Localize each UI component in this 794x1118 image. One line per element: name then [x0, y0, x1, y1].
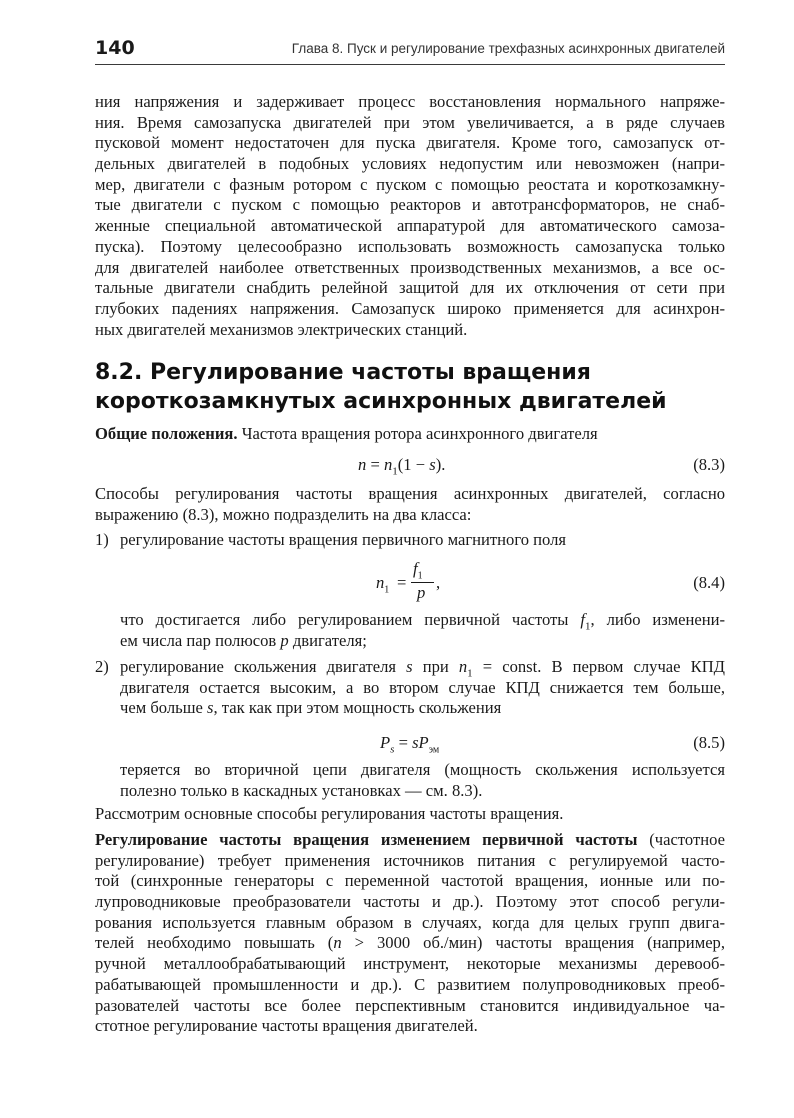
eq-symbol: P	[418, 733, 429, 752]
text-line	[95, 933, 725, 954]
text-line: для двигателей наиболее ответственных производственных механизмов, а все ос-	[95, 257, 725, 277]
general-lead: Общие положения.	[95, 424, 238, 443]
eq-part: ,	[436, 573, 441, 592]
running-title: Глава 8. Пуск и регулирование трехфазных асинхронных двигателей	[291, 41, 725, 56]
eq-sign: =	[394, 733, 413, 752]
list-item-2	[120, 657, 725, 719]
text-line: ных двигателей механизмов электрических станций.	[95, 319, 468, 339]
text-line: ния напряжения и задерживает процесс восстановления нормального напряже-	[95, 92, 725, 111]
eq-symbol: n	[358, 455, 367, 474]
text-line: стотное регулирование частоты вращения двигателей.	[95, 1016, 478, 1036]
eq-symbol: s	[406, 657, 413, 676]
text-part: двигателя;	[288, 630, 367, 650]
eq-symbol: f	[413, 559, 418, 578]
text-line: двигателя остается высоким, а во втором случае КПД снижается тем больше,	[120, 677, 725, 697]
text-part: что достигается либо регулированием первичной частоты	[120, 610, 581, 629]
equation-8-3	[358, 455, 445, 481]
text-line: регулирование частоты вращения первичного магнитного поля	[120, 530, 567, 549]
text-line: разователей частоты все более перспективным становится индивидуальное ча-	[95, 995, 725, 1015]
list-item-2-continuation	[120, 760, 725, 801]
equation-number: (8.5)	[693, 733, 725, 752]
eq-sign: =	[397, 573, 407, 592]
list-item-1-continuation	[120, 610, 725, 651]
list-number: 2)	[95, 657, 109, 676]
eq-symbol: n	[333, 933, 342, 953]
text-line: рабатывающей промышленности и др.). С развитием полупроводниковых преоб-	[95, 974, 725, 994]
list-item-1	[120, 530, 725, 551]
equation-8-5	[380, 733, 439, 760]
text-line: регулирование) требует применения источников питания с регулируемой часто-	[95, 850, 725, 870]
text-line: дельных двигателей в подобных условиях недопустим или невозможен (напри-	[95, 154, 725, 174]
equation-8-4	[376, 559, 446, 606]
freq-lead: Регулирование частоты вращения изменением первичной частоты	[95, 830, 638, 849]
text-part: , либо изменени-	[590, 610, 726, 629]
intro-paragraph	[95, 92, 725, 340]
text-line: Способы регулирования частоты вращения асинхронных двигателей, согласно	[95, 484, 725, 503]
text-line: выражению (8.3), можно подразделить на два класса:	[95, 504, 472, 524]
text-line: той (синхронные генераторы с переменной частотой вращения, ионные или по-	[95, 871, 725, 891]
eq-symbol: n	[383, 455, 393, 474]
text-part: телей необходимо повышать (	[95, 933, 334, 953]
eq-part: (1 −	[397, 455, 430, 474]
list-number: 1)	[95, 530, 109, 549]
eq-symbol: n	[458, 657, 468, 676]
eq-subscript: 1	[392, 465, 398, 478]
text-line	[120, 657, 725, 678]
consider-paragraph	[95, 804, 725, 825]
text-line: пуска). Поэтому целесообразно использовать возможность самозапуска только	[95, 236, 725, 256]
eq-subscript: 1	[467, 667, 473, 680]
text-line: ния. Время самозапуска двигателей при этом увеличивается, а в ряде случаев	[95, 112, 725, 132]
text-line	[120, 610, 725, 631]
text-line: пусковой момент недостаточен для пуска двигателя. Кроме того, самозапуск от-	[95, 133, 725, 153]
section-heading	[95, 358, 735, 416]
eq-symbol: s	[412, 733, 419, 752]
text-part: чем больше	[120, 698, 208, 718]
text-line: рования используется главным образом в случаях, когда для целых групп двига-	[95, 912, 725, 932]
text-part: = const. В первом случае КПД	[472, 657, 725, 676]
eq-part: ).	[435, 455, 446, 474]
eq-symbol: n	[376, 573, 385, 592]
eq-symbol: f	[580, 610, 586, 629]
equation-number: (8.4)	[693, 573, 725, 592]
text-part: , так как при этом мощность скольжения	[213, 698, 502, 718]
section-title-line-2: короткозамкнутых асинхронных двигателей	[95, 389, 667, 414]
eq-sign: =	[366, 455, 384, 474]
text-line	[95, 830, 725, 851]
frequency-paragraph	[95, 830, 725, 1037]
text-line	[120, 698, 725, 719]
text-line: тые двигатели с пуском с помощью реакторов и автотрансформаторов, не снаб-	[95, 195, 725, 215]
eq-subscript: эм	[428, 744, 440, 756]
equation-number: (8.3)	[693, 455, 725, 474]
classes-paragraph	[95, 484, 725, 525]
text-line: лупроводниковые преобразователи частоты и др.). Поэтому этот способ регули-	[95, 892, 725, 912]
text-part: при	[412, 657, 459, 676]
text-part: регулирование скольжения двигателя	[120, 657, 407, 676]
text-line: Рассмотрим основные способы регулирования частоты вращения.	[95, 804, 564, 823]
text-line: теряется во вторичной цепи двигателя (мощность скольжения используется	[120, 760, 725, 779]
eq-subscript: 1	[384, 584, 390, 596]
general-paragraph	[95, 424, 725, 445]
section-title-line-1: 8.2. Регулирование частоты вращения	[95, 360, 591, 385]
text-line: тальные двигатели снабдить релейной защитой для их отключения от сети при	[95, 278, 725, 298]
general-text: Частота вращения ротора асинхронного двигателя	[237, 424, 598, 443]
eq-subscript: s	[390, 743, 395, 756]
text-part: > 3000 об./мин) частоты вращения (например,	[341, 933, 726, 953]
text-part: ем числа пар полюсов	[120, 630, 281, 650]
eq-symbol: s	[429, 455, 436, 474]
text-line	[120, 631, 725, 652]
eq-symbol: p	[417, 583, 426, 602]
eq-symbol: s	[207, 698, 214, 718]
page-number: 140	[95, 37, 135, 59]
text-line: женные специальной автоматической аппаратурой для автоматического самоза-	[95, 216, 725, 236]
text-line: ручной металлообрабатывающий инструмент, некоторые механизмы деревооб-	[95, 954, 725, 974]
text-line: полезно только в каскадных установках — см. 8.3).	[120, 780, 483, 800]
text-part: (частотное	[637, 830, 725, 849]
eq-subscript: 1	[417, 570, 423, 582]
eq-subscript: 1	[585, 620, 591, 633]
text-line: мер, двигатели с фазным ротором с пуском с помощью реостата и короткозамкну-	[95, 174, 725, 194]
eq-symbol: P	[380, 733, 391, 752]
text-line: глубоких падениях напряжения. Самозапуск широко применяется для асинхрон-	[95, 298, 725, 318]
page-header	[95, 36, 725, 65]
eq-symbol: p	[280, 630, 289, 650]
